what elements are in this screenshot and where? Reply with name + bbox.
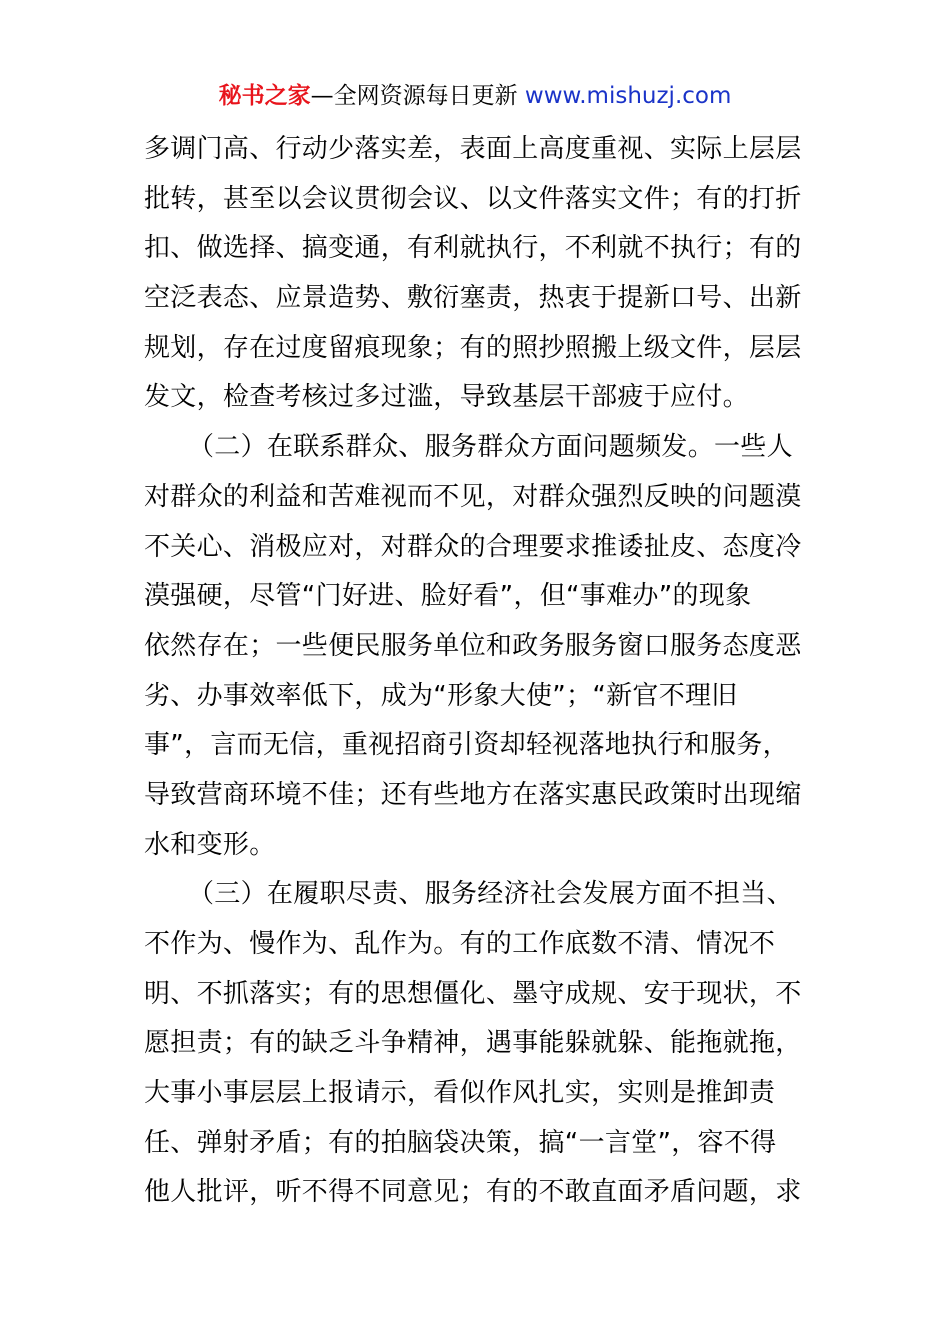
text-line: 导致营商环境不佳；还有些地方在落实惠民政策时出现缩: [144, 779, 802, 810]
text-line: 事”，言而无信，重视招商引资却轻视落地执行和服务，: [144, 730, 789, 761]
text-line: 愿担责；有的缺乏斗争精神，遇事能躲就躲、能拖就拖，: [144, 1028, 802, 1059]
text-line: 发文，检查考核过多过滥，导致基层干部疲于应付。: [144, 382, 749, 413]
site-url[interactable]: www.mishuzj.com: [524, 83, 732, 109]
text-line: 对群众的利益和苦难视而不见，对群众强烈反映的问题漠: [144, 481, 802, 512]
document-body: [144, 125, 808, 1218]
section-heading-line: （三）在履职尽责、服务经济社会发展方面不担当、: [188, 879, 793, 910]
section-heading-line: （二）在联系群众、服务群众方面问题频发。一些人: [188, 432, 793, 463]
text-line: 他人批评，听不得不同意见；有的不敢直面矛盾问题，求: [144, 1177, 802, 1208]
text-line: 漠强硬，尽管“门好进、脸好看”，但“事难办”的现象: [144, 581, 752, 612]
text-line: 大事小事层层上报请示，看似作风扎实，实则是推卸责: [144, 1078, 776, 1109]
text-line: 空泛表态、应景造势、敷衍塞责，热衷于提新口号、出新: [144, 283, 802, 314]
text-line: 依然存在；一些便民服务单位和政务服务窗口服务态度恶: [144, 630, 802, 661]
text-line: 劣、办事效率低下，成为“形象大使”；“新官不理旧: [144, 680, 738, 711]
text-line: 规划，存在过度留痕现象；有的照抄照搬上级文件，层层: [144, 332, 802, 363]
text-line: 不关心、消极应对，对群众的合理要求推诿扯皮、态度冷: [144, 531, 802, 562]
brand-name: 秘书之家: [218, 83, 311, 109]
text-line: 任、弹射矛盾；有的拍脑袋决策，搞“一言堂”，容不得: [144, 1127, 777, 1158]
text-line: 不作为、慢作为、乱作为。有的工作底数不清、情况不: [144, 929, 776, 959]
text-line: 批转，甚至以会议贯彻会议、以文件落实文件；有的打折: [144, 183, 802, 214]
text-line: 明、不抓落实；有的思想僵化、墨守成规、安于现状，不: [144, 978, 802, 1009]
text-line: 扣、做选择、搞变通，有利就执行，不利就不执行；有的: [144, 233, 802, 264]
page-header: [0, 78, 950, 114]
text-line: 多调门高、行动少落实差，表面上高度重视、实际上层层: [144, 134, 802, 164]
header-tagline: —全网资源每日更新: [310, 83, 525, 109]
text-line: 水和变形。: [144, 829, 276, 860]
